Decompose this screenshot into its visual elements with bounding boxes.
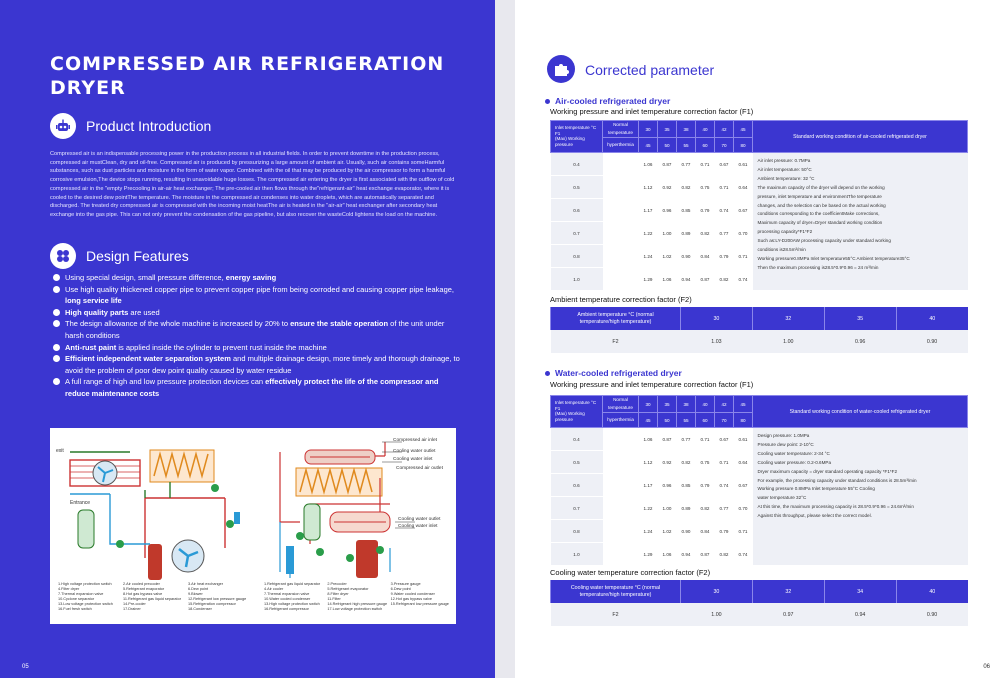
factor-cell: 0.82 [715,543,734,566]
normal-temp-value: 38 [677,396,696,413]
note-line: For example, the processing capacity under standard conditions is 28.5m³/min [757,477,917,483]
feature-list [52,272,462,400]
normal-temp-value: 30 [639,396,658,413]
factor-cell: 1.06 [658,268,677,291]
factor-cell: 0.79 [696,199,715,222]
legend-item: 9.Blower [188,592,203,596]
factor-cell: 0.96 [658,199,677,222]
label-compressed-air-inlet: Compressed air inlet [393,438,437,443]
factor-cell: 0.90 [677,520,696,543]
feature-item: The design allowance of the whole machine is increased by 20% to ensure the stable operation of the unit under harsh conditions [52,318,462,341]
factor-cell: 0.71 [696,153,715,176]
factor-cell: 1.12 [639,176,658,199]
corrected-parameter-heading: Corrected parameter [585,62,715,78]
feature-item: High quality parts are used [52,307,462,319]
pressure-cell: 1.0 [551,543,603,566]
legend-item: 5.Refrigerant evaporator [123,587,165,591]
legend-item: 8.Filter dryer [327,592,349,596]
f2-temp: 40 [896,307,968,330]
label-cooling-water-outlet-2: Cooling water outlet [398,517,441,522]
label-exit: exit [56,448,64,454]
factor-cell: 1.06 [658,543,677,566]
factor-cell: 0.79 [696,474,715,497]
label-cooling-water-inlet-2: Cooling water inlet [398,524,438,529]
factor-cell: 1.24 [639,520,658,543]
factor-cell: 0.71 [734,245,753,268]
hyper-temp-value: 80 [734,138,753,153]
factor-cell: 0.82 [677,451,696,474]
legend-item: 3.Air heat exchanger [188,582,224,586]
normal-temp-value: 35 [658,121,677,138]
standard-condition-notes [753,153,968,291]
factor-cell: 0.75 [696,176,715,199]
legend-water-cooled [264,582,454,612]
right-page [515,0,1000,678]
note-line: The maximum capacity of the dryer will depend on the working [757,184,885,190]
note-line: Working pressure 0.8MPa Inlet temperature 55°C Cooling [757,486,875,492]
f2-value: 0.97 [752,603,824,626]
factor-cell: 0.87 [658,153,677,176]
standard-condition-header: Standard working condition of air-cooled refrigerated dryer [753,121,968,153]
legend-item: 14.Pre-cooler [123,602,146,606]
note-line: At this time, the maximum processing capacity is 28.5*0.9*0.96 = 24.6m³/min [757,504,914,510]
factor-cell: 0.82 [715,268,734,291]
note-line: conditions is28.5m³/min [757,247,806,253]
factor-cell: 0.85 [677,199,696,222]
f2-row-label: F2 [551,330,681,353]
normal-temp-value: 35 [658,396,677,413]
factor-cell: 0.75 [696,451,715,474]
factor-cell: 0.94 [677,543,696,566]
factor-cell: 0.87 [696,543,715,566]
legend-item: 5.Refrigerant evaporator [327,587,369,591]
legend-item: 16.Refrigerant compressor [264,607,309,611]
hyper-temp-value: 50 [658,138,677,153]
features-section-header [50,243,189,269]
note-line: water temperature 32°C [757,495,807,501]
factor-cell: 0.87 [658,428,677,451]
factor-cell: 0.89 [677,497,696,520]
note-line: Dryer maximum capacity = dryer standard operating capacity *F1*F2 [757,468,898,474]
factor-cell: 1.02 [658,520,677,543]
factor-cell: 0.61 [734,428,753,451]
pressure-cell: 1.0 [551,268,603,291]
note-line: Air inlet temperature: 50°C [757,166,812,172]
factor-cell: 0.61 [734,153,753,176]
feature-item: Anti-rust paint is applied inside the cylinder to prevent rust inside the machine [52,342,462,354]
factor-cell: 0.67 [715,153,734,176]
factor-cell: 0.70 [734,497,753,520]
f2-temp: 35 [824,307,896,330]
legend-item: 4.Air cooler [264,587,284,591]
corner-cell: Inlet temperature °C F1 (Max) Working pressure [551,396,603,428]
factor-cell: 1.24 [639,245,658,268]
pressure-cell: 0.4 [551,428,603,451]
page-number-left: 05 [22,664,29,670]
normal-temp-value: 45 [734,396,753,413]
feature-item: Efficient independent water separation system and multiple drainage design, more timely and thorough drainage, to avoid the problem of poor dew point quality caused by water residue [52,353,462,376]
pressure-cell: 0.8 [551,245,603,268]
system-diagram [50,428,456,624]
legend-item: 7.Thermal expansion valve [264,592,310,596]
intro-heading: Product Introduction [86,118,212,134]
factor-cell: 0.82 [696,497,715,520]
legend-item: 3.Pressure gauge [390,582,421,586]
note-line: Working pressure0.8MPa Inlet temperature55°C Ambient temperature35°C [757,255,910,261]
factor-cell: 0.74 [715,199,734,222]
legend-item: 7.Thermal expansion valve [58,592,104,596]
legend-item: 17.Low voltage protection switch [327,607,383,611]
legend-item: 6.Dew point [390,587,411,591]
hyper-temp-value: 60 [696,138,715,153]
left-page [0,0,495,678]
note-line: Against this throughput, please select the correct model. [757,513,872,519]
feature-item: A full range of high and low pressure protection devices can effectively protect the life of the compressor and reduce maintenance costs [52,376,462,399]
note-line: Cooling water temperature: 2-34 °C [757,450,830,456]
water-f2-table [550,580,968,626]
factor-cell: 0.79 [715,245,734,268]
hyperthermia-label: hyperthermia [603,138,639,153]
label-entrance: Entrance [70,500,91,506]
normal-temp-value: 42 [715,121,734,138]
f2-temp: 30 [681,580,753,603]
factor-cell: 1.29 [639,268,658,291]
pressure-cell: 0.4 [551,153,603,176]
factor-cell: 0.84 [696,520,715,543]
hyper-temp-value: 50 [658,413,677,428]
legend-item: 12.Hot gas bypass valve [390,597,433,601]
note-line: Such as:LY-D200AW processing capacity under standard working [757,238,891,244]
factor-cell: 0.94 [677,268,696,291]
factor-cell: 0.92 [658,451,677,474]
factor-cell: 1.00 [658,222,677,245]
note-line: processing capacity*F1*F2 [757,229,813,235]
factor-cell: 0.82 [677,176,696,199]
hyper-temp-value: 70 [715,413,734,428]
factor-cell: 0.89 [677,222,696,245]
legend-item: 17.Drainer [123,607,141,611]
legend-item: 13.Low voltage protection switch [58,602,113,606]
water-cooled-subtitle: Water-cooled refrigerated dryer [545,368,682,378]
note-line: conditions corresponding to the coefficientMake corrections, [757,211,880,217]
legend-item: 4.Filter dryer [58,587,80,591]
f2-value: 0.94 [824,603,896,626]
legend-item: 15.Refrigerant low pressure gauge [390,602,449,606]
page-title: COMPRESSED AIR REFRIGERATION DRYER [50,53,445,99]
legend-item: 2.Precooler [327,582,347,586]
legend-item: 18.Condenser [188,607,212,611]
features-heading: Design Features [86,248,189,264]
note-line: Air inlet pressure: 0.7MPa [757,158,811,163]
legend-item: 12.Refrigerant low pressure gauge [188,597,247,601]
pressure-cell: 0.8 [551,520,603,543]
normal-temp-value: 40 [696,121,715,138]
hyper-temp-value: 55 [677,413,696,428]
factor-cell: 0.90 [677,245,696,268]
factor-cell: 1.06 [639,153,658,176]
f2-temp: 40 [896,580,968,603]
table-row [551,153,968,176]
factor-cell: 1.22 [639,222,658,245]
factor-cell: 1.22 [639,497,658,520]
grid-icon [50,243,76,269]
f2-temp: 34 [824,580,896,603]
hyper-temp-value: 55 [677,138,696,153]
factor-cell: 1.00 [658,497,677,520]
factor-cell: 0.67 [715,428,734,451]
f2-value: 1.00 [681,603,753,626]
legend-item: 6.Dew point [188,587,209,591]
hyper-temp-value: 60 [696,413,715,428]
normal-temp-label: Normal temperature [603,121,639,138]
factor-cell: 0.87 [696,268,715,291]
intro-text: Compressed air is an indispensable processing power in the production process in all industrial fields. In order to prevent downtime in the production process, compressed air mustClean, dry and oil-free. Compressed air is produced by pressurizing a large amount of ambient air. Usually, such air contains someHarmful substances, such as dust particles and moisture in the form of water vapor. Combined with the oil that may be produced by the air compressor to form a harmful corrosive emulsion,The device stops running, resulting in unavoidable huge losses. The compressed air entering the dryer is first associated with the outflow of cold compressed air in the "empty Precooling in air-air heat exchanger; The pre-cooled air then flows through the"refrigerant-air" heat exchange evaporator, where it is cooled to the desired dew pointThe temperature. The moisture in the compressed air condenses into water droplets, which are automatically separated and discharged. The treated dry compressed air is compressed with the incoming moist heatThe air is heated in the "air-air" heat exchanger after secondary heat exchange into the gas pipe. This can not only prevent the condensation of the gas pipeline, but also recover the wasteCold lightens the load on the machine. [50,151,455,218]
f2-header: Ambient temperature °C (normal temperature/high temperature) [551,307,681,330]
factor-cell: 0.67 [734,199,753,222]
air-cooled-subtitle: Air-cooled refrigerated dryer [545,96,670,106]
hyper-temp-value: 45 [639,413,658,428]
factor-cell: 0.74 [734,268,753,291]
factor-cell: 0.77 [677,153,696,176]
table-row [551,428,968,451]
legend-item: 2.Air cooled precooler [123,582,160,586]
normal-temp-value: 38 [677,121,696,138]
factor-cell: 0.96 [658,474,677,497]
air-f2-label: Ambient temperature correction factor (F2) [550,295,692,304]
legend-item: 1.High voltage protection switch [58,582,112,586]
pressure-cell: 0.6 [551,199,603,222]
note-line: Then the maximum processing is28.5*0.9*0.96 = 24 m³/min [757,264,879,270]
factor-cell: 1.29 [639,543,658,566]
factor-cell: 0.67 [734,474,753,497]
legend-item: 1.Refrigerant gas liquid separator [264,582,321,586]
legend-item: 13.High voltage protection switch [264,602,320,606]
air-f1-label: Working pressure and inlet temperature correction factor (F1) [550,107,754,116]
legend-item: 14.Refrigerant high pressure gauge [327,602,388,606]
standard-condition-notes [753,428,968,566]
note-line: pressure, inlet temperature and environmentThe temperature [757,193,882,199]
page-number-right: 06 [983,664,990,670]
normal-temp-value: 40 [696,396,715,413]
note-line: Design pressure: 1.0MPa [757,433,810,438]
note-line: Pressure dew point: 2-10°C [757,441,814,447]
hyper-temp-value: 45 [639,138,658,153]
hyper-temp-value: 70 [715,138,734,153]
air-f1-table [550,120,968,291]
factor-cell: 0.71 [715,451,734,474]
factor-cell: 0.64 [734,176,753,199]
factor-cell: 0.92 [658,176,677,199]
factor-cell: 0.71 [734,520,753,543]
note-line: changes, and the selection can be based on the actual working [757,202,886,208]
factor-cell: 0.77 [715,222,734,245]
factor-cell: 0.71 [715,176,734,199]
label-compressed-air-outlet: Compressed air outlet [396,466,443,471]
normal-temp-value: 45 [734,121,753,138]
air-f2-table [550,307,968,353]
factor-cell: 0.74 [734,543,753,566]
note-line: Ambient temperature: 32 °C [757,175,815,181]
legend-item: 10.Cyclone separator [58,597,95,601]
f2-value: 0.90 [896,330,968,353]
factor-cell: 0.64 [734,451,753,474]
label-cooling-water-outlet: Cooling water outlet [393,449,436,454]
legend-item: 11.Refrigerant gas liquid separator [123,597,181,601]
factor-cell: 0.77 [715,497,734,520]
water-f2-label: Cooling water temperature correction factor (F2) [550,568,711,577]
water-f1-label: Working pressure and inlet temperature correction factor (F1) [550,380,754,389]
legend-item: 16.Fuel fresh switch [58,607,92,611]
puzzle-icon [547,55,575,83]
factor-cell: 0.82 [696,222,715,245]
factor-cell: 0.74 [715,474,734,497]
page-gutter [495,0,515,678]
factor-cell: 0.79 [715,520,734,543]
legend-item: 9.Water cooled condenser [390,592,435,596]
f2-value: 0.96 [824,330,896,353]
normal-temp-value: 30 [639,121,658,138]
legend-item: 15.Refrigeration compressor [188,602,236,606]
robot-icon [50,113,76,139]
note-line: Cooling water pressure: 0.2-0.6MPa [757,459,832,465]
hyper-temp-value: 80 [734,413,753,428]
pressure-cell: 0.5 [551,451,603,474]
f2-value: 1.03 [681,330,753,353]
label-cooling-water-inlet: Cooling water inlet [393,457,433,462]
factor-cell: 1.02 [658,245,677,268]
factor-cell: 0.77 [677,428,696,451]
legend-air-cooled [58,582,253,612]
f2-header: Cooling water temperature °C (normal temperature/high temperature) [551,580,681,603]
factor-cell: 1.12 [639,451,658,474]
factor-cell: 0.84 [696,245,715,268]
pressure-cell: 0.7 [551,222,603,245]
factor-cell: 1.06 [639,428,658,451]
f2-temp: 32 [752,307,824,330]
standard-condition-header: Standard working condition of water-cooled refrigerated dryer [753,396,968,428]
intro-section-header [50,113,211,139]
f2-value: 0.90 [896,603,968,626]
pressure-cell: 0.7 [551,497,603,520]
water-f1-table [550,395,968,566]
factor-cell: 0.70 [734,222,753,245]
normal-temp-label: Normal temperature [603,396,639,413]
f2-row-label: F2 [551,603,681,626]
pressure-cell: 0.6 [551,474,603,497]
legend-item: 10.Water cooled condenser [264,597,311,601]
factor-cell: 0.85 [677,474,696,497]
f2-temp: 30 [681,307,753,330]
note-line: Maximum capacity of dryer=Dryer standard working condition [757,220,883,226]
hyperthermia-label: hyperthermia [603,413,639,428]
factor-cell: 1.17 [639,474,658,497]
f2-value: 1.00 [752,330,824,353]
corner-cell: Inlet temperature °C F1 (Max) Working pressure [551,121,603,153]
pressure-cell: 0.5 [551,176,603,199]
factor-cell: 0.71 [696,428,715,451]
feature-item: Use high quality thickened copper pipe to prevent copper pipe from being corroded and causing copper pipe leakage, long service life [52,284,462,307]
factor-cell: 1.17 [639,199,658,222]
feature-item: Using special design, small pressure difference, energy saving [52,272,462,284]
legend-item: 11.Filter [327,597,341,601]
f2-temp: 32 [752,580,824,603]
legend-item: 8.Hot gas bypass valve [123,592,163,596]
normal-temp-value: 42 [715,396,734,413]
